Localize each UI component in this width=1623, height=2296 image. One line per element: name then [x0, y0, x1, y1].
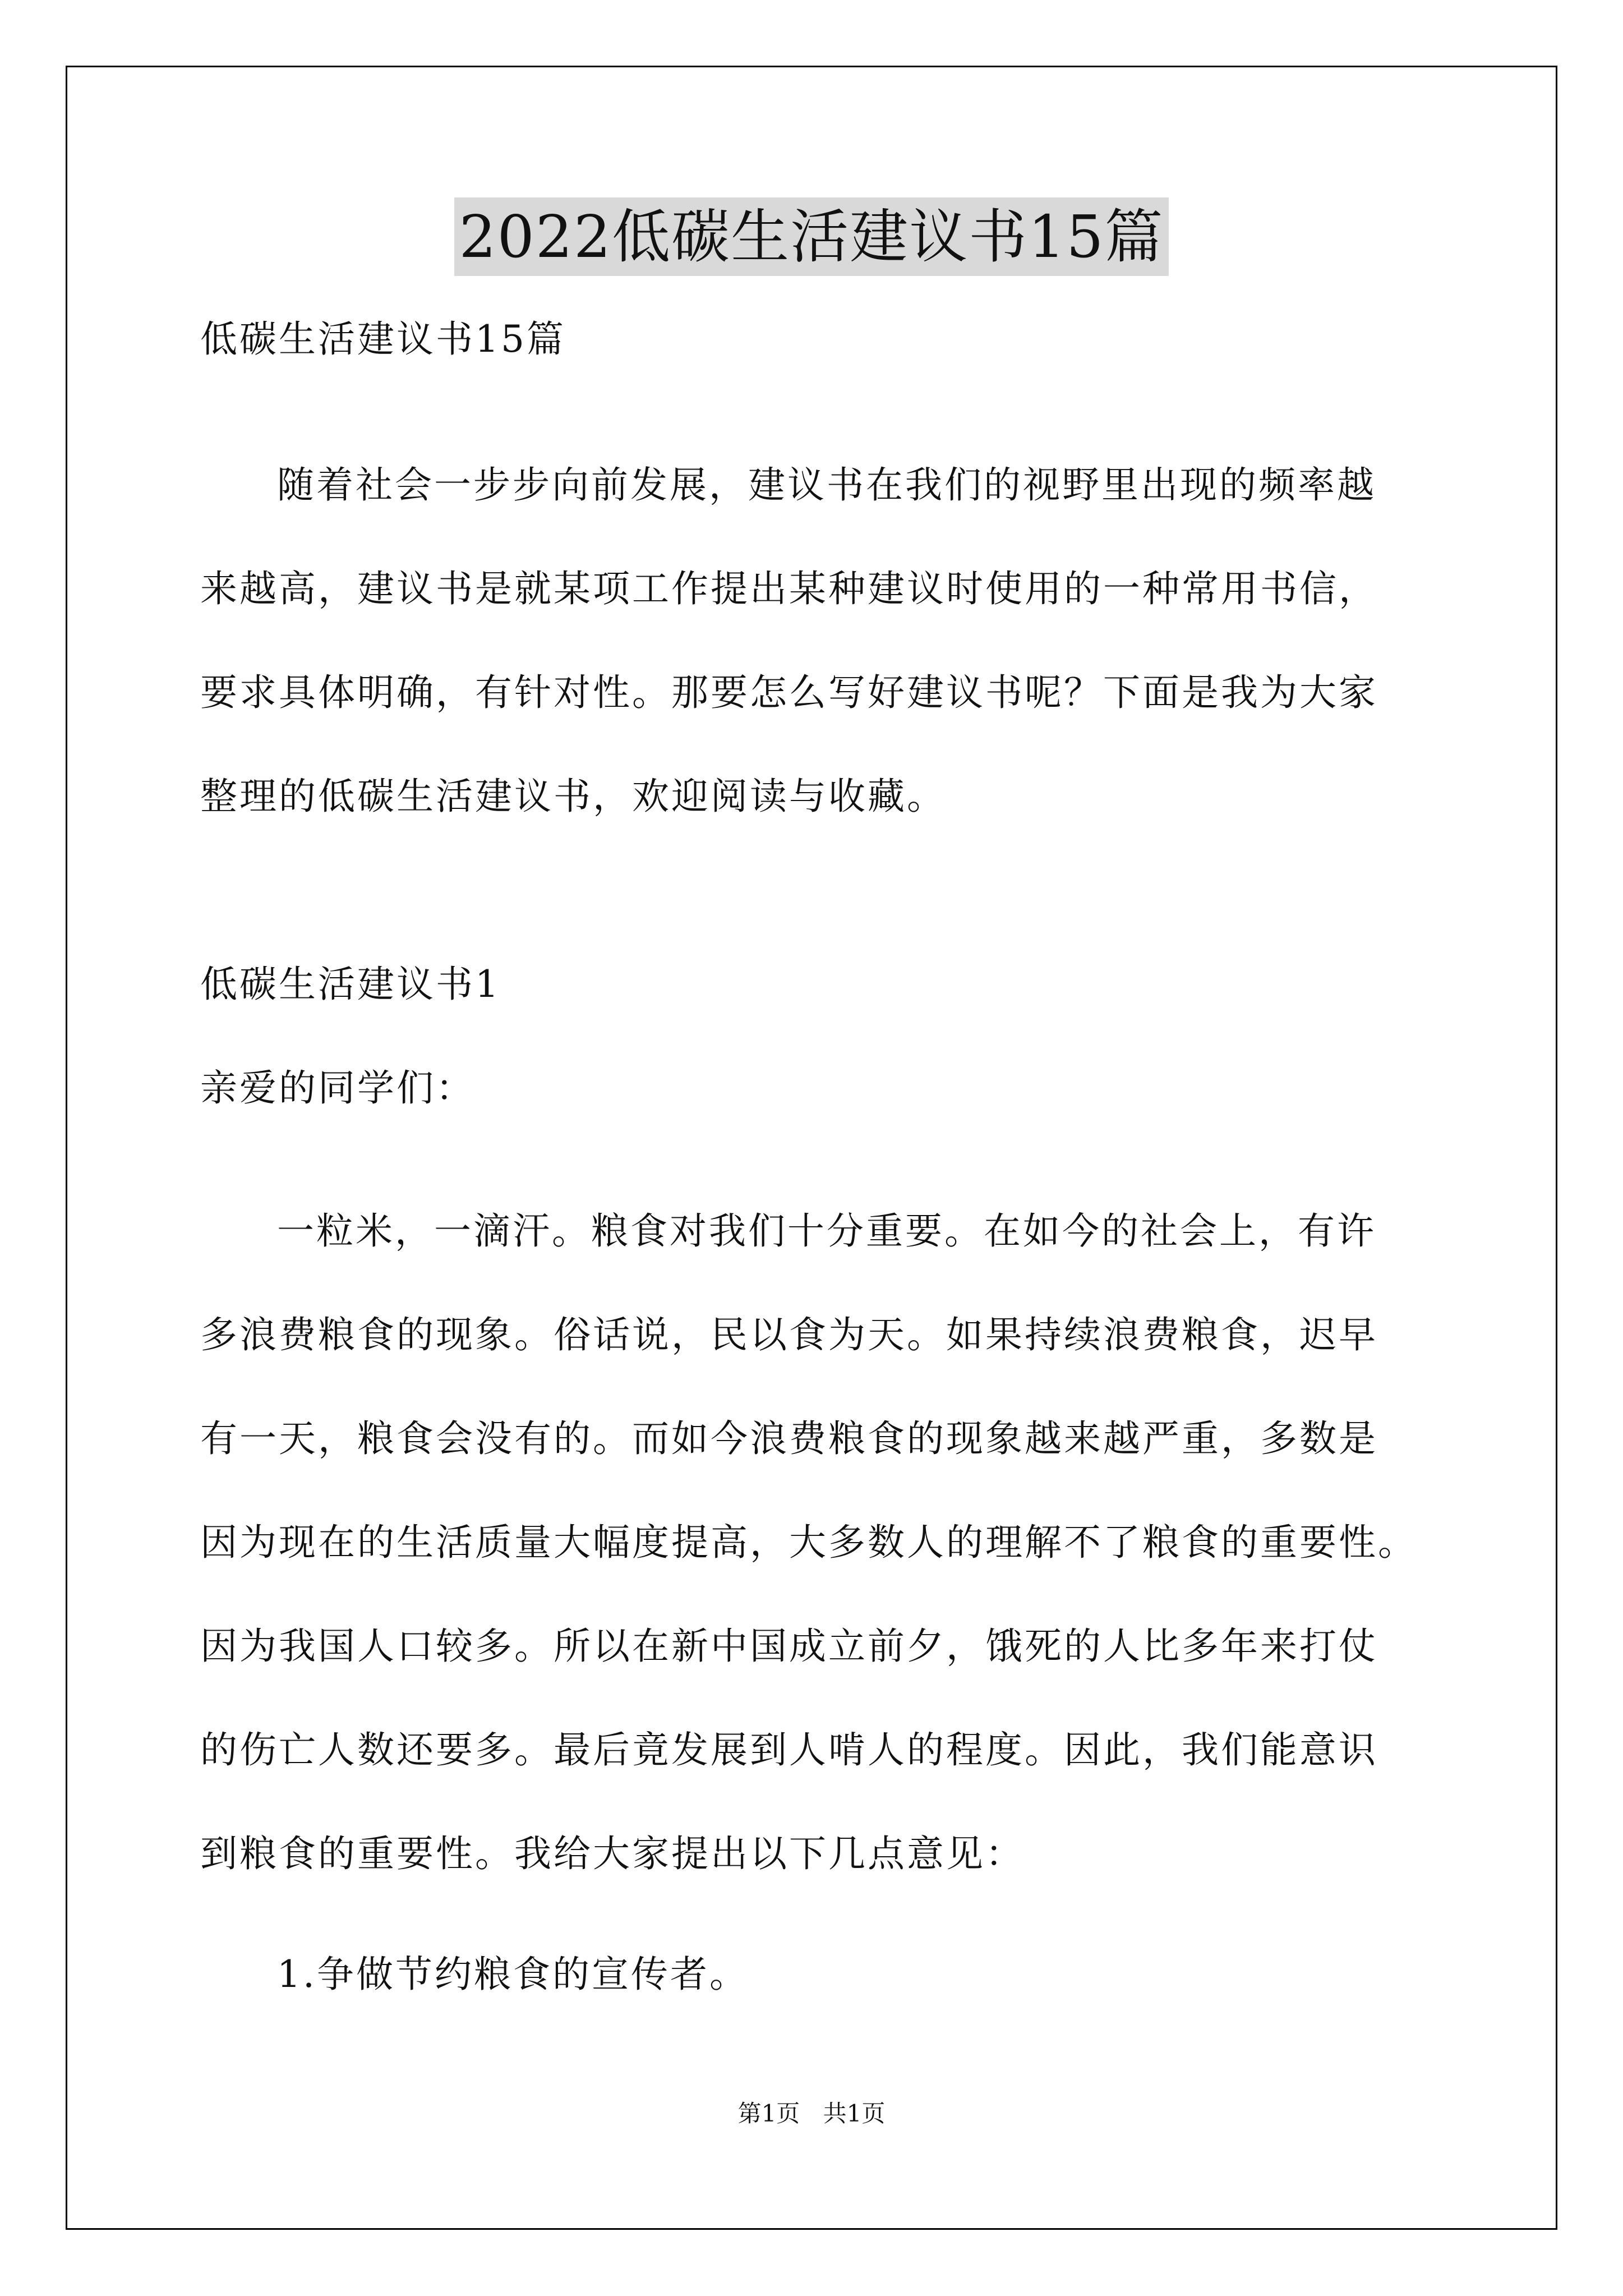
paragraph-line: 因为我国人口较多。所以在新中国成立前夕，饿死的人比多年来打仗 [200, 1625, 1378, 1668]
paragraph-line: 一粒米，一滴汗。粮食对我们十分重要。在如今的社会上，有许 [277, 1209, 1376, 1253]
paragraph-line: 要求具体明确，有针对性。那要怎么写好建议书呢？下面是我为大家 [200, 671, 1378, 714]
paragraph-line: 随着社会一步步向前发展，建议书在我们的视野里出现的频率越 [277, 463, 1376, 507]
document-title: 2022低碳生活建议书15篇 [454, 197, 1168, 276]
list-item: 1.争做节约粮食的宣传者。 [277, 1953, 749, 1996]
section-heading: 低碳生活建议书1 [200, 963, 501, 1006]
page-footer [0, 2097, 1623, 2131]
subtitle-line: 低碳生活建议书15篇 [200, 318, 566, 361]
paragraph-line: 因为现在的生活质量大幅度提高，大多数人的理解不了粮食的重要性。 [200, 1521, 1417, 1564]
page-border [66, 66, 1557, 2230]
page-number: 第1页 [737, 2100, 800, 2127]
paragraph-line: 整理的低碳生活建议书，欢迎阅读与收藏。 [200, 775, 946, 818]
salutation-line: 亲爱的同学们： [200, 1066, 475, 1110]
paragraph-line: 多浪费粮食的现象。俗话说，民以食为天。如果持续浪费粮食，迟早 [200, 1313, 1378, 1356]
paragraph-line: 到粮食的重要性。我给大家提出以下几点意见： [200, 1832, 1025, 1875]
paragraph-line: 有一天，粮食会没有的。而如今浪费粮食的现象越来越严重，多数是 [200, 1417, 1378, 1460]
paragraph-line: 来越高，建议书是就某项工作提出某种建议时使用的一种常用书信， [200, 567, 1378, 610]
paragraph-line: 的伤亡人数还要多。最后竟发展到人啃人的程度。因此，我们能意识 [200, 1728, 1378, 1772]
title-container [0, 197, 1623, 276]
page-total: 共1页 [823, 2100, 886, 2127]
